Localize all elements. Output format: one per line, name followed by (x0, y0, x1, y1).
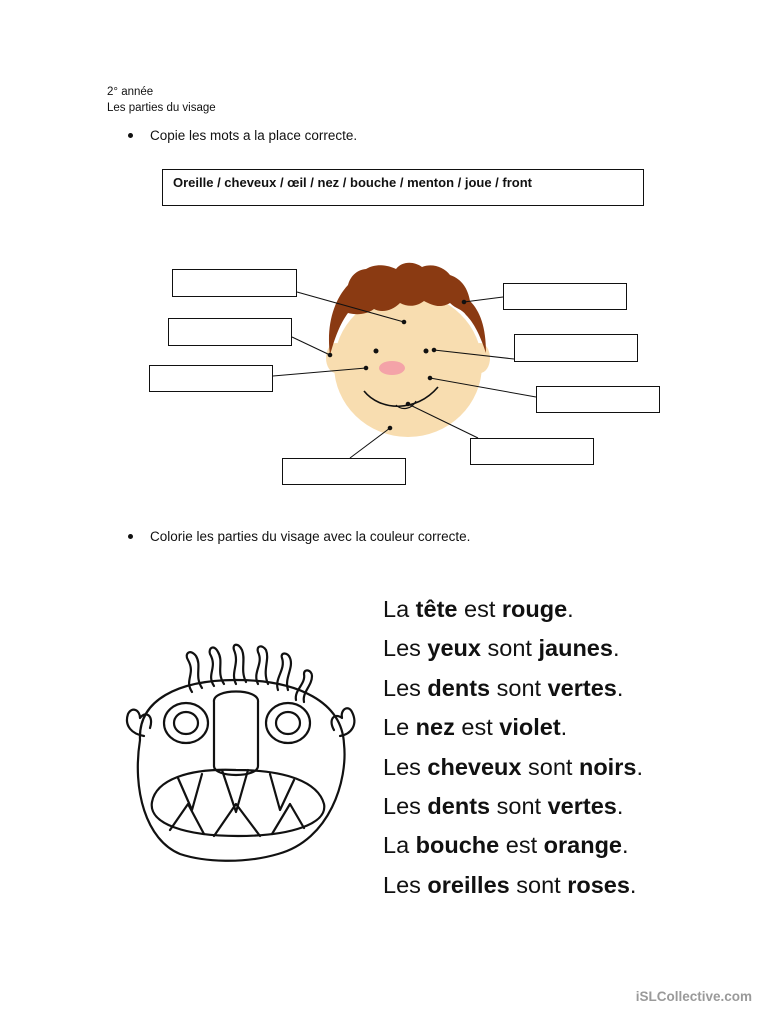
sentence-keyword: dents (427, 674, 491, 701)
sentence-keyword: dents (427, 793, 491, 820)
sentence-text: sont (481, 635, 539, 662)
sentence-keyword: violet (499, 714, 561, 741)
sentence-text: . (560, 714, 568, 741)
sentence-text: sont (490, 674, 548, 701)
sentence-keyword: tête (415, 596, 458, 622)
word-bank: Oreille / cheveux / œil / nez / bouche / menton / joue / front (162, 169, 644, 206)
sentence-text: . (612, 635, 620, 662)
coloring-sentence (383, 590, 643, 629)
pointer-tip (462, 300, 466, 304)
sentence-text: . (636, 753, 643, 780)
sentence-text: est (454, 714, 500, 741)
coloring-sentence (383, 787, 643, 826)
monster-nose (214, 692, 258, 776)
pointer-tip (328, 353, 332, 357)
monster-coloring-illustration (118, 640, 358, 865)
instruction-2: Colorie les parties du visage avec la couleur correcte. (128, 529, 470, 544)
sentence-keyword: jaunes (538, 635, 613, 662)
sentence-keyword: roses (567, 871, 630, 898)
pointer-line (350, 428, 390, 458)
pointer-tip (428, 376, 432, 380)
sentence-text: Les (383, 635, 428, 662)
sentence-text: La (383, 832, 416, 859)
sentence-keyword: bouche (415, 832, 500, 859)
coloring-sentence (383, 669, 643, 708)
pointer-tip (388, 426, 392, 430)
sentence-text: Les (383, 674, 428, 701)
pointer-line (434, 350, 514, 359)
sentence-keyword: vertes (547, 793, 617, 820)
sentence-keyword: orange (543, 832, 623, 859)
coloring-sentence (383, 866, 643, 905)
pointer-tip (364, 366, 368, 370)
sentence-text: Les (383, 871, 428, 898)
sentence-text: est (457, 596, 502, 622)
sentence-text: Les (383, 793, 428, 820)
sentence-keyword: noirs (578, 753, 637, 780)
sentence-text: sont (509, 871, 568, 898)
pointer-line (464, 297, 503, 302)
worksheet-topic: Les parties du visage (107, 102, 216, 114)
monster-right-eye (266, 703, 310, 743)
coloring-sentence (383, 629, 643, 668)
sentence-text: sont (490, 793, 548, 820)
sentence-text: . (616, 793, 624, 820)
sentence-keyword: yeux (427, 635, 481, 662)
monster-left-eye (164, 703, 208, 743)
sentence-text: est (499, 832, 544, 859)
pointer-line (292, 337, 330, 355)
pointer-line (408, 404, 478, 438)
sentence-text: . (629, 871, 637, 898)
bullet-icon (128, 534, 133, 539)
sentence-text: La (383, 596, 416, 622)
coloring-sentence (383, 826, 643, 865)
site-credit: iSLCollective.com (635, 989, 752, 1004)
sentence-text: . (622, 832, 629, 859)
sentence-keyword: cheveux (427, 753, 522, 780)
sentence-keyword: oreilles (427, 871, 510, 898)
coloring-sentence (383, 708, 643, 747)
instruction-1: Copie les mots a la place correcte. (128, 128, 357, 143)
pointer-line (430, 378, 536, 397)
monster-left-eye-iris (174, 712, 198, 734)
coloring-sentences (383, 590, 643, 905)
monster-teeth (170, 770, 304, 836)
pointer-line (297, 292, 404, 322)
sentence-text: sont (521, 753, 579, 780)
sentence-text: Le (383, 714, 416, 741)
sentence-keyword: nez (415, 714, 455, 741)
pointer-line (273, 368, 366, 376)
sentence-text: Les (383, 753, 428, 780)
sentence-keyword: rouge (501, 596, 568, 622)
pointer-tip (402, 320, 406, 324)
grade-label: 2° année (107, 86, 154, 98)
coloring-sentence (383, 748, 643, 787)
sentence-keyword: vertes (547, 674, 617, 701)
monster-right-eye-iris (276, 712, 300, 734)
pointer-tip (432, 348, 436, 352)
pointer-tip (406, 402, 410, 406)
sentence-text: . (616, 674, 624, 701)
monster-left-ear (127, 710, 151, 736)
sentence-text: . (567, 596, 574, 622)
